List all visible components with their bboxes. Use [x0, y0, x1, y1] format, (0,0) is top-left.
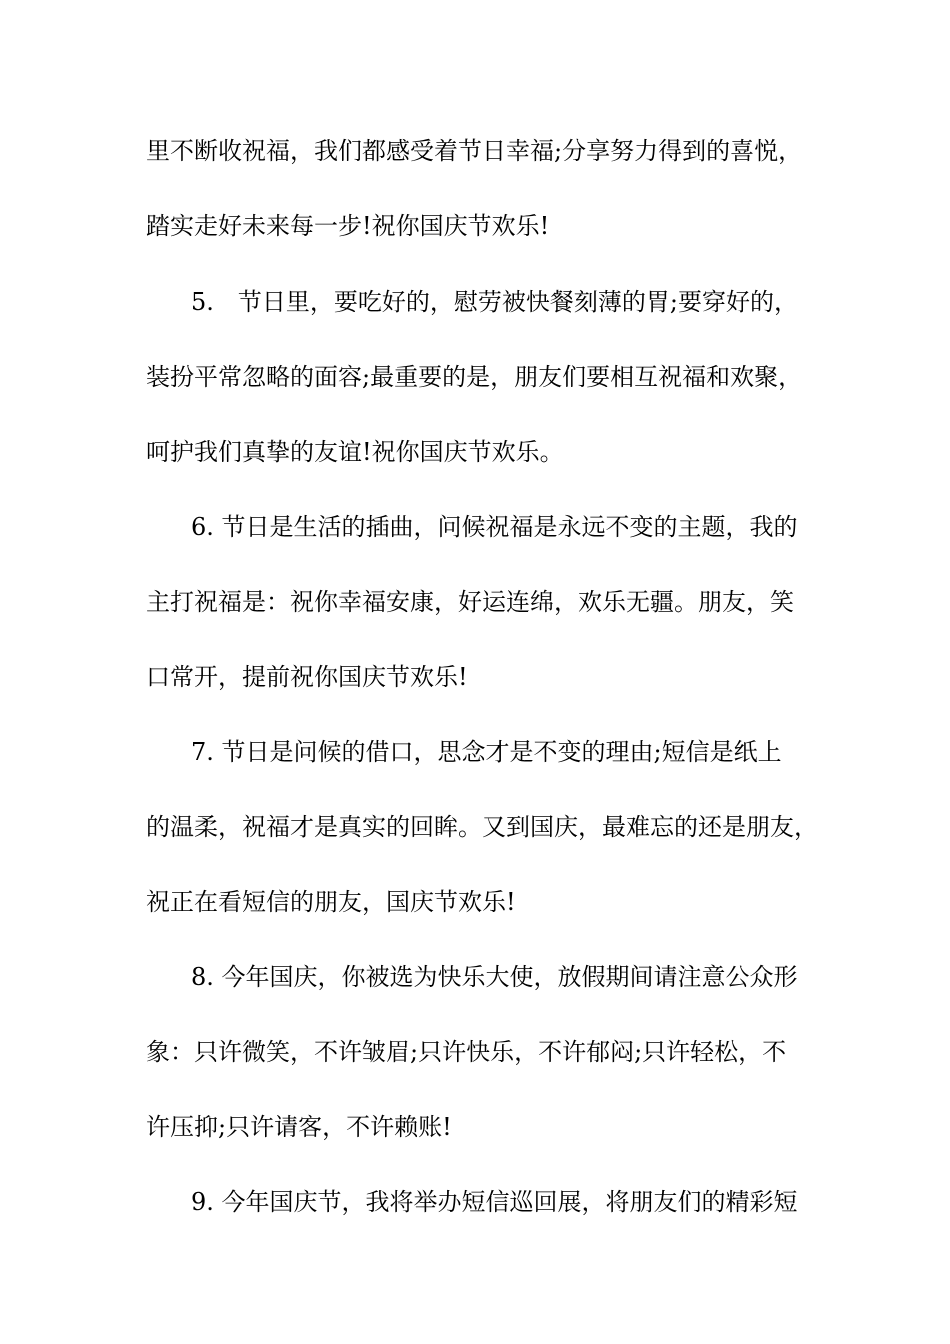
paragraph-6-start: 6. 节日是生活的插曲，问候祝福是永远不变的主题，我的 — [191, 513, 798, 541]
text-line: 许压抑;只许请客，不许赖账! — [146, 1113, 452, 1141]
text-line: 呵护我们真挚的友谊!祝你国庆节欢乐。 — [146, 438, 564, 466]
text-line: 的温柔，祝福才是真实的回眸。又到国庆，最难忘的还是朋友， — [146, 813, 818, 841]
text-line: 祝正在看短信的朋友，国庆节欢乐! — [146, 888, 516, 916]
paragraph-8-start: 8. 今年国庆，你被选为快乐大使，放假期间请注意公众形 — [191, 963, 798, 991]
paragraph-5-start: 5. 节日里，要吃好的，慰劳被快餐刻薄的胃;要穿好的， — [191, 288, 798, 316]
text-line: 象：只许微笑，不许皱眉;只许快乐，不许郁闷;只许轻松，不 — [146, 1038, 787, 1066]
text-line: 口常开，提前祝你国庆节欢乐! — [146, 663, 468, 691]
paragraph-7-start: 7. 节日是问候的借口，思念才是不变的理由;短信是纸上 — [191, 738, 782, 766]
text-line: 踏实走好未来每一步!祝你国庆节欢乐! — [146, 212, 550, 240]
text-line: 主打祝福是：祝你幸福安康，好运连绵，欢乐无疆。朋友，笑 — [146, 588, 794, 616]
text-line: 里不断收祝福，我们都感受着节日幸福;分享努力得到的喜悦， — [146, 137, 803, 165]
text-line: 装扮平常忽略的面容;最重要的是，朋友们要相互祝福和欢聚， — [146, 363, 803, 391]
paragraph-9-start: 9. 今年国庆节，我将举办短信巡回展，将朋友们的精彩短 — [191, 1188, 798, 1216]
